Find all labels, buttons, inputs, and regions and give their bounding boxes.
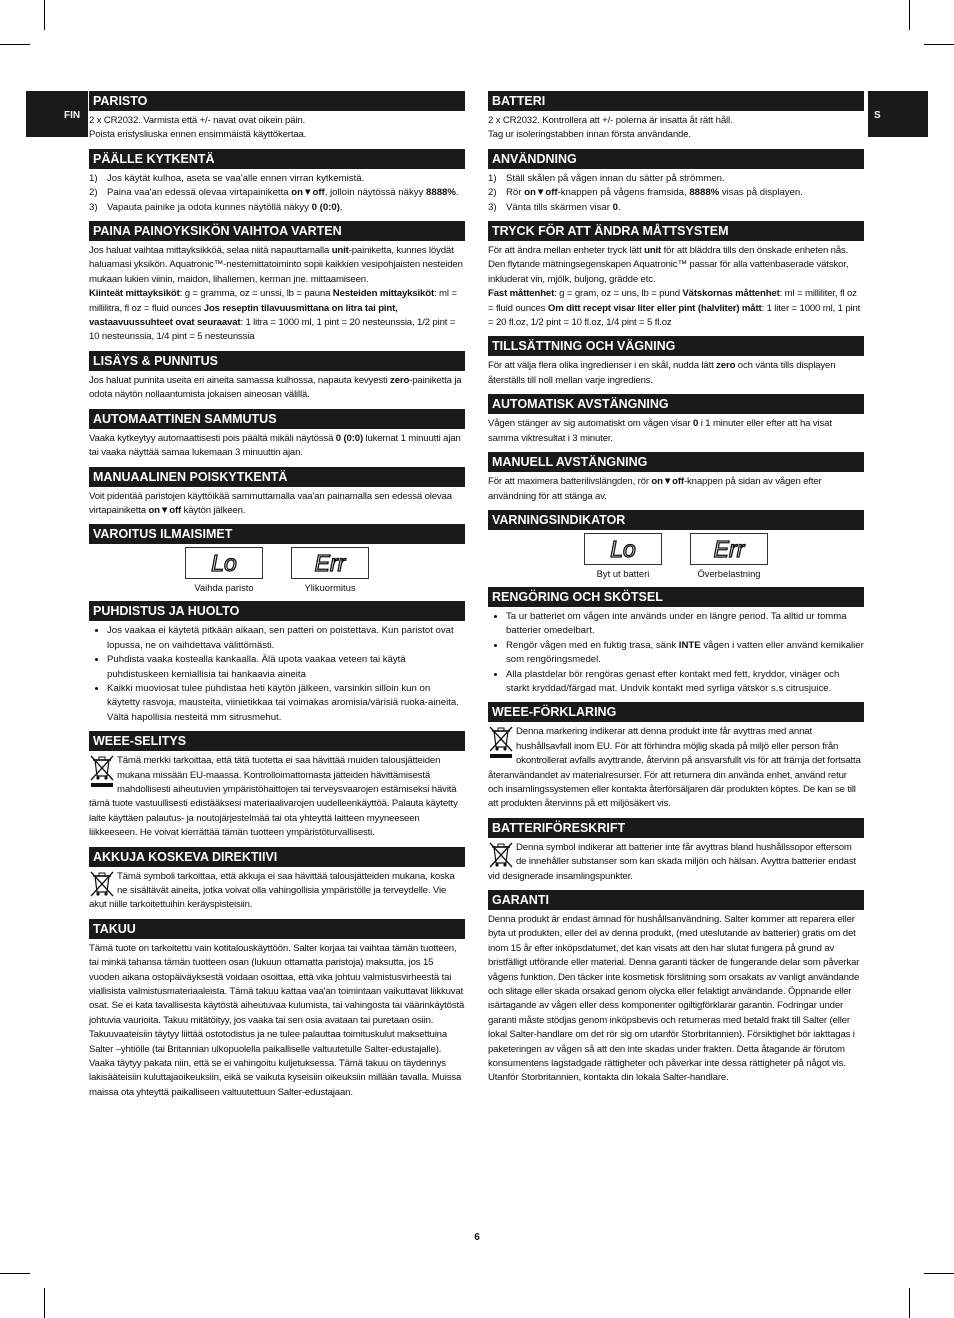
section-garanti — [488, 890, 864, 1086]
text-run: lukemat 1 minuutti ajan tai vaaka näyttää samaa lukemaan 3 minuuttin ajan. — [89, 432, 461, 459]
section-weee-selitys — [89, 731, 465, 840]
lcd-text: Err — [713, 537, 745, 560]
section-text — [488, 841, 864, 884]
section-heading: RENGÖRING OCH SKÖTSEL — [488, 587, 864, 607]
section-heading: WEEE-SELITYS — [89, 731, 465, 751]
text-run: : ml = milliliter, fl oz = fluid ounces — [488, 288, 857, 314]
lcd-display — [291, 547, 369, 579]
button-name: zero — [390, 374, 410, 386]
section-text: Tämä tuote on tarkoitettu vain kotitalouskäyttöön. Salter korjaa tai vaihtaa tämän tuotteen, tai minkä tahansa tämän tuotteen osan (lukuun ottamatta paristoja) maksutta, jos 15 vuoden aikana ostopäiväyksestä voidaan osoittaa, että vika johtuu valmistusvirheestä tai viallisista valmistusmateriaaleista. Tämä takuu kattaa vaa'an toimintaan vaikuttavat liikkuvat osat. Se ei kata tavallisesta käytöstä aiheutuvaa kulumista, tai vahingosta tai väärinkäytöstä johtuvia vaurioita. Takuu mitätöityy, jos vaaka tai sen osia avataan tai puretaan osiin. Takuuvaateisiin täytyy liittää ostotodistus ja ne tulee palauttaa toimituskulut maksettuina Salter –yhtiölle (tai Britannian ulkopuolella paikalliselle valtuutetulle Salter-edustajalle). Vaaka täytyy pakata niin, että se ei vahingoitu kuljetuksessa. Tämä takuu on täydennys lakisääteisiin kuluttajaoikeuksiin, eikä se vaikuta kyseisiin oikeuksiin millään tavalla. Muissa maissa ota yhteyttä paikalliseen valtuutettuun Salter-edustajaan. — [89, 942, 465, 1098]
button-name: on▼off — [524, 187, 558, 199]
step-text: , jolloin näytössä näkyy — [324, 187, 427, 199]
step-number: 3) — [488, 201, 497, 213]
list-item — [506, 668, 864, 697]
step-item — [89, 172, 465, 186]
lcd-indicator — [291, 547, 369, 595]
display-readout: 0 (0:0) — [335, 432, 363, 444]
text-run: Tämä symboli tarkoittaa, että akkuja ei saa hävittää talousjätteiden mukana, koska ne sisältävät aineita, jotka voivat olla vahingollisia ympäristölle ja terveydelle. Vie akut niille tarkoitettuihin keräyspisteisiin. — [89, 870, 455, 911]
bold-term: Kiinteät mittayksiköt — [89, 288, 180, 300]
text-run: i 1 minuter eller efter att ha visat samma viktresultat i 3 minuter. — [488, 418, 832, 444]
section-heading: AUTOMAATTINEN SAMMUTUS — [89, 409, 465, 429]
section-tryck-mattsystem — [488, 221, 864, 330]
crop-mark — [909, 1288, 910, 1318]
section-heading: PÄÄLLE KYTKENTÄ — [89, 149, 465, 169]
steps-list — [89, 172, 465, 215]
language-tab-fin — [26, 91, 88, 137]
text-run: Jos haluat vaihtaa mittayksikköä, selaa niitä napauttamalla — [89, 245, 332, 257]
crop-mark — [0, 1273, 30, 1274]
step-text: . — [455, 187, 459, 199]
step-number: 1) — [89, 172, 98, 184]
section-batteri — [488, 91, 864, 143]
text-run: Vågen stänger av sig automatiskt om vågen visar — [488, 418, 694, 430]
crossed-bin-icon — [488, 725, 514, 759]
button-name: on▼off — [291, 187, 325, 199]
crossed-bin-icon — [89, 870, 115, 898]
section-text — [488, 244, 864, 330]
text-run: för att bläddra tills den önskade enheten nås. Den flytande mätningsegenskapen Aquatronic™ passar för alla vattenbaserade vätskor, inkluderat vin, mjölk, buljong, grädde etc. — [488, 245, 849, 285]
section-heading: PUHDISTUS JA HUOLTO — [89, 601, 465, 621]
text-run: käytön jälkeen. — [181, 504, 246, 516]
step-number: 2) — [488, 187, 497, 199]
language-tab-label: FIN — [64, 110, 81, 121]
text-run: : g = gram, oz = uns, lb = pund — [554, 288, 683, 300]
text-run: Ta ur batteriet om vågen inte används under en längre period. Ta alltid ur tomma batterier omedelbart. — [506, 610, 847, 637]
bold-term: Vätskornas måttenhet — [682, 288, 780, 300]
display-readout: 0 — [612, 201, 618, 213]
crop-mark — [0, 44, 30, 45]
step-text: . — [617, 201, 621, 213]
lcd-err-glyph — [300, 552, 360, 574]
crop-mark — [44, 1288, 45, 1318]
section-puhdistus-huolto — [89, 601, 465, 725]
section-text — [89, 754, 465, 840]
section-text: Denna produkt är endast ämnad för hushållsanvändning. Salter kommer att reparera eller byta ut produkten, eller del av denna produkt, (med uteslutande av batterier) gratis om det inom 15 år efter inköpsdatumet, det kan visats att den har slutat fungera på grund av bristfälligt utförande eller material. Denna garanti täcker de fungerande delar som påverkar vågens funktion. Den täcker inte kosmetisk förslitning som orsakats av vanligt användande och slitage eller skada orsakad genom olycka eller felaktigt användande. Öppnande eller isärtagande av vågen eller dess komponenter ogiltigförklarar garantin. Fodringar under garanti måste stödjas genom inköpsbevis och returneras med betald frakt till Salter (eller lokal Salter-handlare om det rör sig om utanför Storbritannien). Försiktighet bör iakttagas i paketeringen av vågen så att den inte skadas under frakten. Detta åtagande är förutom konsumentens lagstadgade rättigheter och påverkar inte dessa rättigheter på något vis. Utanför Storbritannien, kontakta din lokala Salter-handlare. — [488, 914, 860, 1084]
crop-mark — [924, 44, 954, 45]
bold-term: Jos reseptin tilavuusmittana on litra tai pint, vastaavuussuhteet ovat seuraavat — [89, 302, 398, 329]
language-tab-label: S — [874, 110, 881, 121]
button-name: unit — [331, 245, 349, 257]
text-run: Vaaka kytkeytyy automaattisesti pois päältä mikäli näytössä — [89, 432, 336, 444]
section-heading: MANUELL AVSTÄNGNING — [488, 452, 864, 472]
section-heading: MANUAALINEN POISKYTKENTÄ — [89, 467, 465, 487]
step-number: 3) — [89, 201, 98, 213]
lcd-display — [690, 533, 768, 565]
section-heading: BATTERIFÖRESKRIFT — [488, 818, 864, 838]
section-heading: WEEE-FÖRKLARING — [488, 702, 864, 722]
section-automatisk-avstangning — [488, 394, 864, 446]
text-run: Rengör vågen med en fuktig trasa, sänk — [506, 639, 679, 651]
text-run: : ml = millilitra, fl oz = fluid ounces — [89, 288, 457, 314]
section-heading: VAROITUS ILMAISIMET — [89, 524, 465, 544]
steps-list — [488, 172, 864, 215]
list-item: • Kaikki muoviosat tulee puhdistaa heti käytön jälkeen, varsinkin silloin kun on käytetty rasvoja, mausteita, viinietikkaa tai voimakas aromisia/värisiä ruoka-aineita. Vältä hapollisia nesteitä mm sitrusmehut. — [107, 682, 465, 725]
step-text: Jos käytät kulhoa, aseta se vaa'alle ennen virran kytkemistä. — [107, 172, 365, 184]
display-readout: 0 — [693, 418, 699, 430]
section-heading: PAINA PAINOYKSIKÖN VAIHTOA VARTEN — [89, 221, 465, 241]
section-tillsattning — [488, 336, 864, 388]
section-anvandning — [488, 149, 864, 215]
section-heading: AKKUJA KOSKEVA DIREKTIIVI — [89, 847, 465, 867]
display-readout: 0 (0:0) — [311, 201, 340, 213]
lcd-err-glyph — [699, 538, 759, 560]
text-run: Tämä merkki tarkoittaa, että tätä tuotetta ei saa hävittää muiden talousjätteiden mukana missään EU-maassa. Kontrolloimattomasta jätteiden hävittämisestä mahdollisesti aiheutuvien ympäristöhaittojen tai terveysvaarojen estämiseksi hävitä tämä tuote vastuullisesti edistääksesi materiaalivarojen uudelleenkäyttöä. Palauta käytetty laite käyttäen palautus- ja noutojärjestelmää tai ota yhteyttä laitteen myyneeseen liikkeeseen. He voivat kierrättää tämän tuotteen ympäristöturvallisesti. — [89, 755, 458, 839]
crop-mark — [44, 0, 45, 30]
lcd-text: Lo — [211, 552, 237, 575]
section-batteriforeskrift — [488, 818, 864, 884]
section-automaattinen-sammutus — [89, 409, 465, 461]
text-run: vågen i vatten eller använd kemikalier som rengöringsmedel. — [506, 639, 864, 666]
section-takuu — [89, 919, 465, 1100]
bold-term: Nesteiden mittayksiköt — [332, 288, 434, 300]
section-heading: TILLSÄTTNING OCH VÄGNING — [488, 336, 864, 356]
lcd-indicators — [488, 533, 864, 581]
step-item — [488, 201, 864, 215]
section-weee-forklaring — [488, 702, 864, 811]
list-item: • Jos vaakaa ei käytetä pitkään aikaan, sen patteri on poistettava. Kun paristot ovat lopussa, ne on vaihdettava välittömästi. — [107, 624, 465, 653]
section-heading: PARISTO — [89, 91, 465, 111]
step-text: . — [339, 201, 343, 213]
step-item — [89, 186, 465, 200]
lcd-display — [185, 547, 263, 579]
section-heading: ANVÄNDNING — [488, 149, 864, 169]
bold-term: Om ditt recept visar liter eller pint (halvliter) mått — [547, 302, 762, 314]
step-text: Vapauta painike ja odota kunnes näytöllä näkyy — [107, 201, 312, 213]
section-heading: BATTERI — [488, 91, 864, 111]
crop-mark — [924, 1273, 954, 1274]
bullet-list — [89, 624, 465, 725]
section-text — [89, 870, 465, 913]
section-manuell-avstangning — [488, 452, 864, 504]
page-number: 6 — [474, 1232, 480, 1243]
lcd-caption: Vaihda paristo — [194, 582, 254, 594]
crossed-bin-icon — [89, 754, 115, 788]
section-akkuja-direktiivi — [89, 847, 465, 913]
step-number: 2) — [89, 187, 98, 199]
button-name: zero — [716, 360, 736, 372]
text-run: Denna symbol indikerar att batterier inte får avyttras bland hushållssopor eftersom de innehåller substanser som kan skada miljön och hälsan. Avyttra batterier endast vid designerade insamlingspunkter. — [488, 841, 857, 882]
step-item — [89, 201, 465, 215]
step-item — [488, 186, 864, 200]
text-run: -painiketta ja odota näytön nollaantumista jokaisen aineosan välillä. — [89, 374, 462, 401]
text-run: För att välja flera olika ingredienser i en skål, nudda lätt — [488, 360, 717, 372]
list-item — [506, 610, 864, 639]
section-paalle-kytkenta — [89, 149, 465, 215]
lcd-indicator — [690, 533, 768, 581]
bold-term: INTE — [678, 639, 701, 651]
lcd-text: Lo — [610, 537, 636, 560]
step-text: Paina vaa'an edessä olevaa virtapainiketta — [107, 187, 292, 199]
crop-mark — [909, 0, 910, 30]
list-item: • Puhdista vaaka kostealla kankaalla. Älä upota vaakaa veteen tai käytä puhdistuskeen kemiallisia tai hankaavia aineita — [107, 653, 465, 682]
lcd-indicator — [185, 547, 263, 595]
text-run: -painiketta, kunnes löydät haluamasi yksikön. Aquatronic™-nestemittatoiminto sopii kaikkien vesipohjaisten nesteiden mukaan lukien viinin, maidon, lihaliemen, kerman jne. mittaamiseen. — [89, 245, 463, 285]
section-text — [89, 244, 465, 345]
text-run: För att maximera batterilivslängden, rör — [488, 476, 652, 488]
button-name: on▼off — [651, 476, 684, 488]
step-text: Vänta tills skärmen visar — [506, 201, 613, 213]
section-text — [89, 432, 465, 461]
lcd-caption: Överbelastning — [697, 567, 761, 579]
lcd-indicators — [89, 547, 465, 595]
text-run: Denna markering indikerar att denna produkt inte får avyttras med annat hushållsavfall inom EU. För att förhindra möjlig skada på miljö eller person från okontrollerat avfalls avyttrande, återvinn på ansvarsfullt vis för att främja det fortsatta återanvändandet av materialresurser. För att returnera din använda enhet, använd retur och insamlingssystemen eller kontakta återförsäljaren där produkten köptes. De kan se till att produkten återvinns på ett miljösäkert vis. — [488, 726, 861, 810]
section-paina-painoyksikon — [89, 221, 465, 345]
button-name: on▼off — [148, 504, 182, 516]
section-text — [488, 725, 864, 811]
lcd-lo-glyph — [199, 552, 249, 574]
step-text: -knappen på vågens framsida, — [557, 187, 690, 199]
step-text: Ställ skålen på vågen innan du sätter på strömmen. — [506, 172, 725, 184]
section-heading: LISÄYS & PUNNITUS — [89, 351, 465, 371]
step-number: 1) — [488, 172, 497, 184]
lcd-lo-glyph — [598, 538, 648, 560]
section-heading: TRYCK FÖR ATT ÄNDRA MÅTTSYSTEM — [488, 221, 864, 241]
language-tab-s — [868, 91, 928, 137]
section-heading: GARANTI — [488, 890, 864, 910]
step-item — [488, 172, 864, 186]
step-text: visas på displayen. — [719, 187, 803, 199]
text-run: : 1 litra = 1000 ml, 1 pint = 20 nesteunssia, 1/2 pint = 10 nesteunssia, 1/4 pint = 5 nesteunssia — [89, 317, 456, 343]
lcd-text: Err — [314, 552, 346, 575]
text-run: Jos haluat punnita useita eri aineita samassa kulhossa, napauta kevyesti — [89, 374, 391, 386]
bold-term: Fast måttenhet — [488, 288, 555, 300]
text-run: För att ändra mellan enheter tryck lätt — [488, 245, 645, 257]
lcd-caption: Byt ut batteri — [596, 567, 650, 579]
display-readout: 8888% — [426, 187, 456, 199]
display-readout: 8888% — [689, 187, 720, 199]
lcd-indicator — [584, 533, 662, 581]
section-heading: TAKUU — [89, 919, 465, 939]
section-varningsindikator — [488, 510, 864, 581]
text-run: : g = gramma, oz = unssi, lb = pauna — [179, 288, 333, 300]
bullet-list — [488, 610, 864, 696]
button-name: unit — [644, 245, 662, 257]
section-manuaalinen-poiskytkenta — [89, 467, 465, 519]
section-heading: VARNINGSINDIKATOR — [488, 510, 864, 530]
section-lisays-punnitus — [89, 351, 465, 403]
section-text: 2 x CR2032. Kontrollera att +/- polerna är insatta åt rätt håll. Tag ur isoleringstabben innan första användande. — [488, 115, 733, 141]
section-text: 2 x CR2032. Varmista että +/- navat ovat oikein päin. Poista eristysliuska ennen ensimmäistä käyttökertaa. — [89, 115, 307, 141]
lcd-caption: Ylikuormitus — [304, 582, 356, 594]
section-text — [488, 475, 864, 504]
section-rengoring — [488, 587, 864, 696]
section-text — [488, 359, 864, 388]
lcd-display — [584, 533, 662, 565]
section-varoitus-ilmaisimet — [89, 524, 465, 595]
text-run: och vänta tills displayen återställs till noll mellan varje ingrediens. — [488, 360, 836, 386]
list-item — [506, 639, 864, 668]
step-text: Rör — [506, 187, 525, 199]
section-paristo — [89, 91, 465, 143]
text-run: Alla plastdelar bör rengöras genast efter kontakt med fett, kryddor, vinäger och starkt kryddad/färgad mat. Undvik kontakt med syrliga vätskor s.s citrusjuice. — [506, 668, 840, 694]
crossed-bin-icon — [488, 841, 514, 869]
section-text — [89, 374, 465, 403]
text-run: : 1 liter = 1000 ml, 1 pint = 20 fl.oz, 1/2 pint = 10 fl.oz, 1/4 pint = 5 fl.oz — [488, 302, 861, 329]
text-run: Voit pidentää paristojen käyttöikää sammuttamalla vaa'an painamalla sen edessä olevaa virtapainiketta — [89, 490, 452, 516]
swedish-column — [488, 91, 864, 1092]
section-text — [89, 490, 465, 519]
text-run: -knappen på sidan av vågen efter användning för att stänga av. — [488, 476, 822, 502]
finnish-column — [89, 91, 465, 1106]
section-heading: AUTOMATISK AVSTÄNGNING — [488, 394, 864, 414]
section-text — [488, 417, 864, 446]
